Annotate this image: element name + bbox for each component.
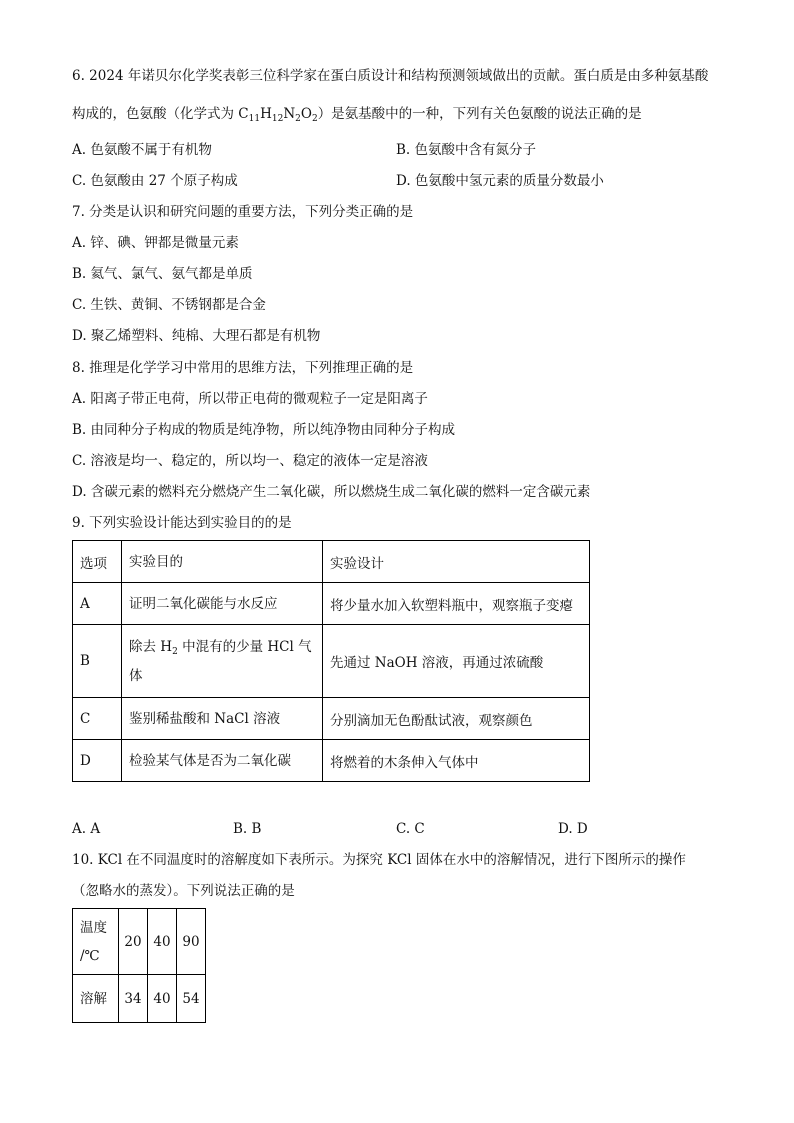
q6-stem-line2 xyxy=(72,104,642,129)
header-purpose: 实验目的 xyxy=(122,541,323,583)
q8-option-b[interactable]: B. 由同种分子构成的物质是纯净物，所以纯净物由同种分子构成 xyxy=(72,422,456,438)
table-row xyxy=(73,975,206,1023)
solubility-cell: 54 xyxy=(177,975,206,1023)
row-design: 将少量水加入软塑料瓶中，观察瓶子变瘪 xyxy=(323,583,590,625)
q6-stem-line1: 6. 2024 年诺贝尔化学奖表彰三位科学家在蛋白质设计和结构预测领域做出的贡献。蛋白质是由多种氨基酸 xyxy=(72,68,709,84)
solubility-cell: 40 xyxy=(148,975,177,1023)
q8-option-c[interactable]: C. 溶液是均一、稳定的，所以均一、稳定的液体一定是溶液 xyxy=(72,453,428,469)
q6-option-d[interactable]: D. 色氨酸中氢元素的质量分数最小 xyxy=(396,173,604,189)
table-row xyxy=(73,698,590,740)
solubility-label: 溶解 xyxy=(73,975,119,1023)
q6-stem-part-a: 构成的，色氨酸（化学式为 xyxy=(72,106,239,122)
q9-stem: 9. 下列实验设计能达到实验目的的是 xyxy=(72,515,292,531)
row-design: 先通过 NaOH 溶液，再通过浓硫酸 xyxy=(323,625,590,698)
q6-formula: $C_{11}H_{12}N_2O_2$ xyxy=(238,106,318,124)
row-design: 将燃着的木条伸入气体中 xyxy=(323,740,590,782)
q6-stem-part-b: ）是氨基酸中的一种，下列有关色氨酸的说法正确的是 xyxy=(317,106,642,122)
row-option: D xyxy=(73,740,122,782)
q6-option-a[interactable]: A. 色氨酸不属于有机物 xyxy=(72,142,212,158)
q9-answer-b[interactable]: B. B xyxy=(233,821,262,837)
q10-stem-line1: 10. KCl 在不同温度时的溶解度如下表所示。为探究 KCl 固体在水中的溶解情况，进行下图所示的操作 xyxy=(72,852,686,868)
q7-option-b[interactable]: B. 氦气、氯气、氨气都是单质 xyxy=(72,266,253,282)
table-header-row xyxy=(73,541,590,583)
row-option: B xyxy=(73,625,122,698)
table-row xyxy=(73,625,590,698)
header-option: 选项 xyxy=(73,541,122,583)
table-row xyxy=(73,740,590,782)
temp-cell: 40 xyxy=(148,909,177,975)
header-design: 实验设计 xyxy=(323,541,590,583)
row-purpose: 证明二氧化碳能与水反应 xyxy=(122,583,323,625)
q7-option-a[interactable]: A. 锌、碘、钾都是微量元素 xyxy=(72,235,239,251)
table-row xyxy=(73,909,206,975)
q9-answer-c[interactable]: C. C xyxy=(396,821,425,837)
row-purpose: 除去 $H_2$ 中混有的少量 HCl 气 体 xyxy=(122,625,323,698)
q8-stem: 8. 推理是化学学习中常用的思维方法，下列推理正确的是 xyxy=(72,360,414,376)
q9-answer-d[interactable]: D. D xyxy=(558,821,588,837)
row-design: 分别滴加无色酚酞试液，观察颜色 xyxy=(323,698,590,740)
q7-stem: 7. 分类是认识和研究问题的重要方法，下列分类正确的是 xyxy=(72,204,414,220)
q7-option-d[interactable]: D. 聚乙烯塑料、纯棉、大理石都是有机物 xyxy=(72,328,321,344)
q6-option-c[interactable]: C. 色氨酸由 27 个原子构成 xyxy=(72,173,238,189)
q10-stem-line2: （忽略水的蒸发）。下列说法正确的是 xyxy=(72,883,295,899)
solubility-cell: 34 xyxy=(119,975,148,1023)
q10-table xyxy=(72,908,206,1023)
row-option: A xyxy=(73,583,122,625)
q7-option-c[interactable]: C. 生铁、黄铜、不锈钢都是合金 xyxy=(72,297,266,313)
temp-cell: 90 xyxy=(177,909,206,975)
row-purpose: 鉴别稀盐酸和 NaCl 溶液 xyxy=(122,698,323,740)
row-purpose: 检验某气体是否为二氧化碳 xyxy=(122,740,323,782)
row-option: C xyxy=(73,698,122,740)
temperature-label: 温度 /℃ xyxy=(73,909,119,975)
q6-option-b[interactable]: B. 色氨酸中含有氮分子 xyxy=(396,142,537,158)
temp-cell: 20 xyxy=(119,909,148,975)
q9-table xyxy=(72,540,590,782)
q9-answer-a[interactable]: A. A xyxy=(72,821,101,837)
q8-option-a[interactable]: A. 阳离子带正电荷，所以带正电荷的微观粒子一定是阳离子 xyxy=(72,391,428,407)
table-row xyxy=(73,583,590,625)
q8-option-d[interactable]: D. 含碳元素的燃料充分燃烧产生二氧化碳，所以燃烧生成二氧化碳的燃料一定含碳元素 xyxy=(72,484,591,500)
